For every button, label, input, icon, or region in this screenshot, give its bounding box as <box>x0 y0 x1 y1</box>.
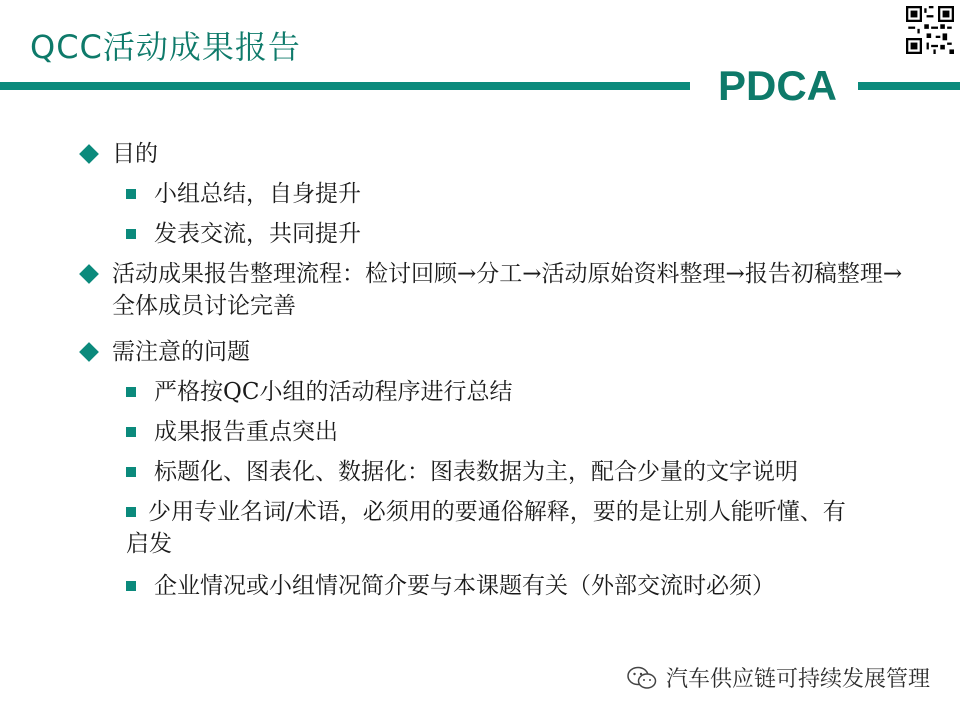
sub-bullet-item: 严格按QC小组的活动程序进行总结 <box>126 376 916 408</box>
qr-code-icon <box>906 6 954 54</box>
square-bullet-icon <box>126 581 136 591</box>
square-bullet-icon <box>126 467 136 477</box>
sub-bullet-item: 成果报告重点突出 <box>126 416 916 448</box>
sub-bullet-item: 少用专业名词/术语，必须用的要通俗解释，要的是让别人能听懂、有启发 <box>126 499 846 557</box>
header-rule-left <box>0 82 690 90</box>
source-watermark: 汽车供应链可持续发展管理 <box>626 662 930 693</box>
slide-title: QCC活动成果报告 <box>30 28 301 66</box>
header-rule-right <box>858 82 960 90</box>
bullet-item: 活动成果报告整理流程：检讨回顾→分工→活动原始资料整理→报告初稿整理→全体成员讨论完善 <box>76 258 916 322</box>
pdca-label: PDCA <box>718 62 838 109</box>
sub-bullet-item: 小组总结，自身提升 <box>126 178 916 210</box>
square-bullet-icon <box>126 427 136 437</box>
diamond-bullet-icon <box>79 342 99 362</box>
bullet-item: 需注意的问题 <box>76 336 916 368</box>
wechat-icon <box>626 665 658 691</box>
square-bullet-icon <box>126 229 136 239</box>
sub-bullet-item: 企业情况或小组情况简介要与本课题有关（外部交流时必须） <box>126 570 916 602</box>
square-bullet-icon <box>126 387 136 397</box>
bullet-item: 目的 <box>76 138 916 170</box>
sub-bullet-item: 发表交流，共同提升 <box>126 218 916 250</box>
diamond-bullet-icon <box>79 144 99 164</box>
sub-bullet-item: 标题化、图表化、数据化：图表数据为主，配合少量的文字说明 <box>126 456 916 488</box>
square-bullet-icon <box>126 507 136 517</box>
square-bullet-icon <box>126 189 136 199</box>
slide-body <box>76 138 916 610</box>
